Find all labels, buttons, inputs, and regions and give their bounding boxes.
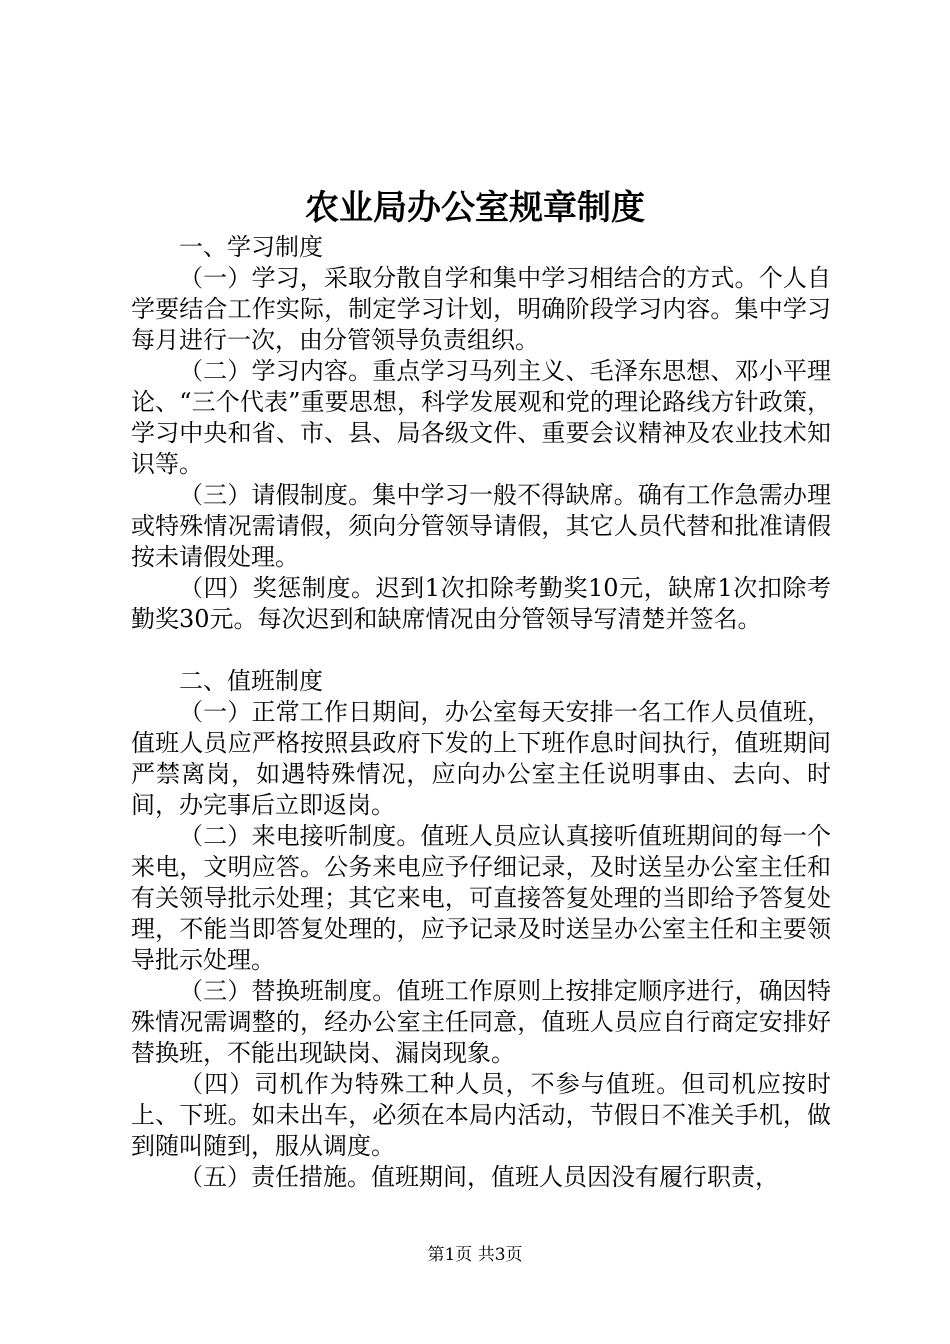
paragraph: （五）责任措施。值班期间，值班人员因没有履行职责， — [179, 1163, 779, 1191]
section-heading-study: 一、学习制度 — [179, 233, 323, 261]
section-heading-duty: 二、值班制度 — [179, 667, 323, 695]
paragraph: （二）学习内容。重点学习马列主义、毛泽东思想、邓小平理论、“三个代表”重要思想，科学发展观和党的理论路线方针政策，学习中央和省、市、县、局各级文件、重要会议精神及农业技术知识等。 — [131, 357, 831, 478]
document-title: 农业局办公室规章制度 — [305, 188, 645, 228]
page-footer: 第1页 共3页 — [427, 1245, 523, 1265]
paragraph: （一）学习，采取分散自学和集中学习相结合的方式。个人自学要结合工作实际，制定学习计划，明确阶段学习内容。集中学习每月进行一次，由分管领导负责组织。 — [131, 264, 831, 354]
paragraph: （三）替换班制度。值班工作原则上按排定顺序进行，确因特殊情况需调整的，经办公室主任同意，值班人员应自行商定安排好替换班，不能出现缺岗、漏岗现象。 — [131, 977, 831, 1067]
paragraph: （四）奖惩制度。迟到1次扣除考勤奖10元，缺席1次扣除考勤奖30元。每次迟到和缺席情况由分管领导写清楚并签名。 — [131, 574, 831, 633]
paragraph: （三）请假制度。集中学习一般不得缺席。确有工作急需办理或特殊情况需请假，须向分管领导请假，其它人员代替和批准请假按未请假处理。 — [131, 481, 831, 571]
paragraph: （一）正常工作日期间，办公室每天安排一名工作人员值班，值班人员应严格按照县政府下发的上下班作息时间执行，值班期间严禁离岗，如遇特殊情况，应向办公室主任说明事由、去向、时间，办完事后立即返岗。 — [131, 698, 831, 819]
paragraph: （二）来电接听制度。值班人员应认真接听值班期间的每一个来电，文明应答。公务来电应予仔细记录，及时送呈办公室主任和有关领导批示处理；其它来电，可直接答复处理的当即给予答复处理，不能当即答复处理的，应予记录及时送呈办公室主任和主要领导批示处理。 — [131, 822, 831, 974]
document-body — [131, 232, 831, 1193]
paragraph: （四）司机作为特殊工种人员，不参与值班。但司机应按时上、下班。如未出车，必须在本局内活动，节假日不准关手机，做到随叫随到，服从调度。 — [131, 1070, 831, 1160]
section-spacer — [131, 635, 831, 666]
